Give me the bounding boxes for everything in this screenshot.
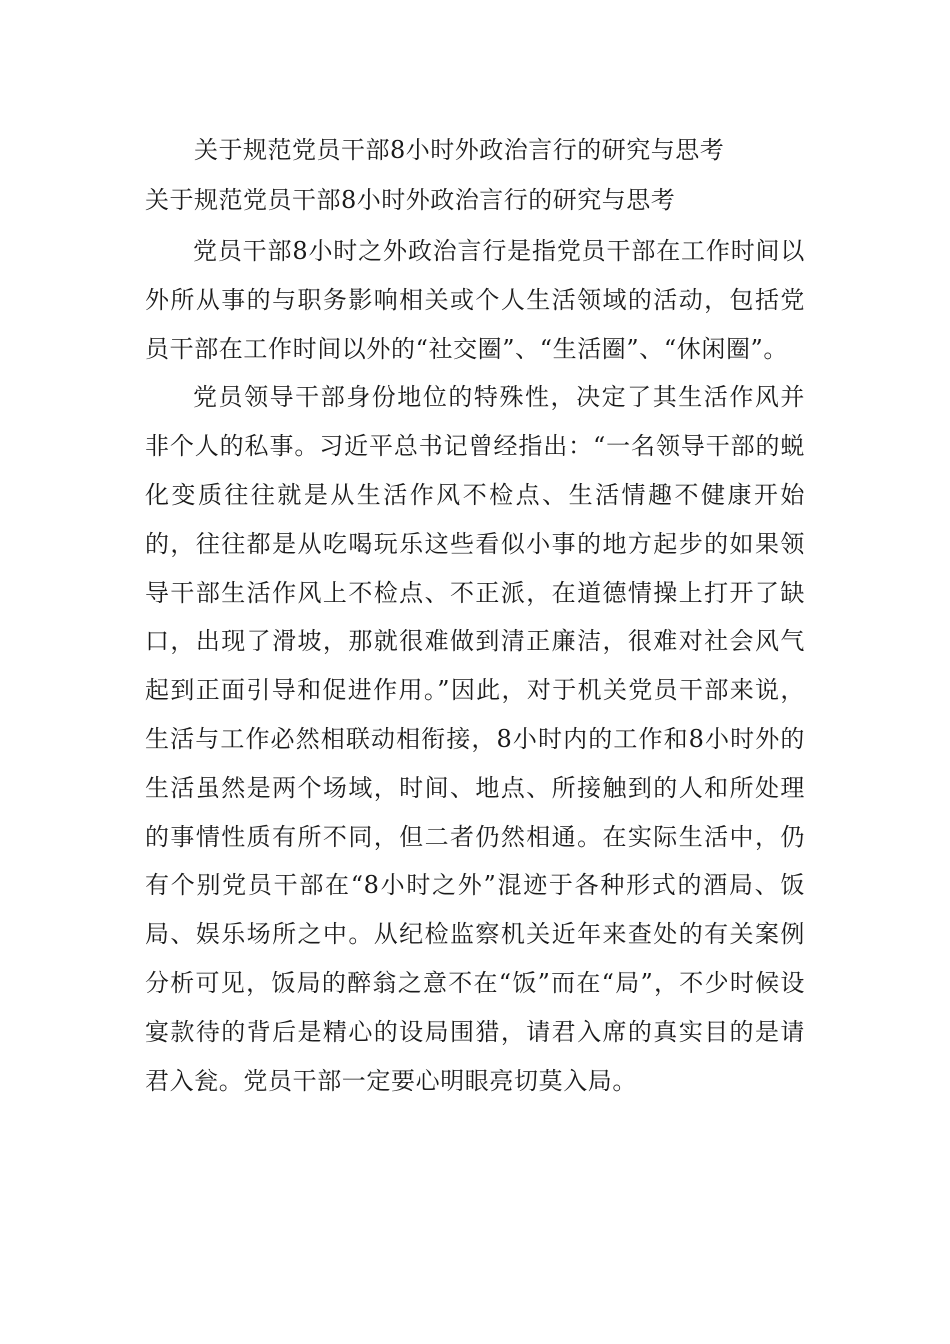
document-title: 关于规范党员干部8小时外政治言行的研究与思考 [194, 136, 725, 164]
document-subtitle: 关于规范党员干部8小时外政治言行的研究与思考 [145, 186, 676, 214]
paragraph: 党员领导干部身份地位的特殊性，决定了其生活作风并非个人的私事。习近平总书记曾经指出：“一名领导干部的蜕化变质往往就是从生活作风不检点、生活情趣不健康开始的，往往都是从吃喝玩乐这些看似小事的地方起步的如果领导干部生活作风上不检点、不正派，在道德情操上打开了缺口，出现了滑坡，那就很难做到清正廉洁，很难对社会风气起到正面引导和促进作用。”因此，对于机关党员干部来说，生活与工作必然相联动相衔接，8小时内的工作和8小时外的生活虽然是两个场域，时间、地点、所接触到的人和所处理的事情性质有所不同，但二者仍然相通。在实际生活中，仍有个别党员干部在“8小时之外”混迹于各种形式的酒局、饭局、娱乐场所之中。从纪检监察机关近年来查处的有关案例分析可见，饭局的醉翁之意不在“饭”而在“局”，不少时候设宴款待的背后是精心的设局围猎，请君入席的真实目的是请君入瓮。党员干部一定要心明眼亮切莫入局。 [145, 383, 805, 1095]
document-body [145, 227, 805, 1105]
paragraph: 党员干部8小时之外政治言行是指党员干部在工作时间以外所从事的与职务影响相关或个人生活领域的活动，包括党员干部在工作时间以外的“社交圈”、“生活圈”、“休闲圈”。 [145, 237, 805, 363]
